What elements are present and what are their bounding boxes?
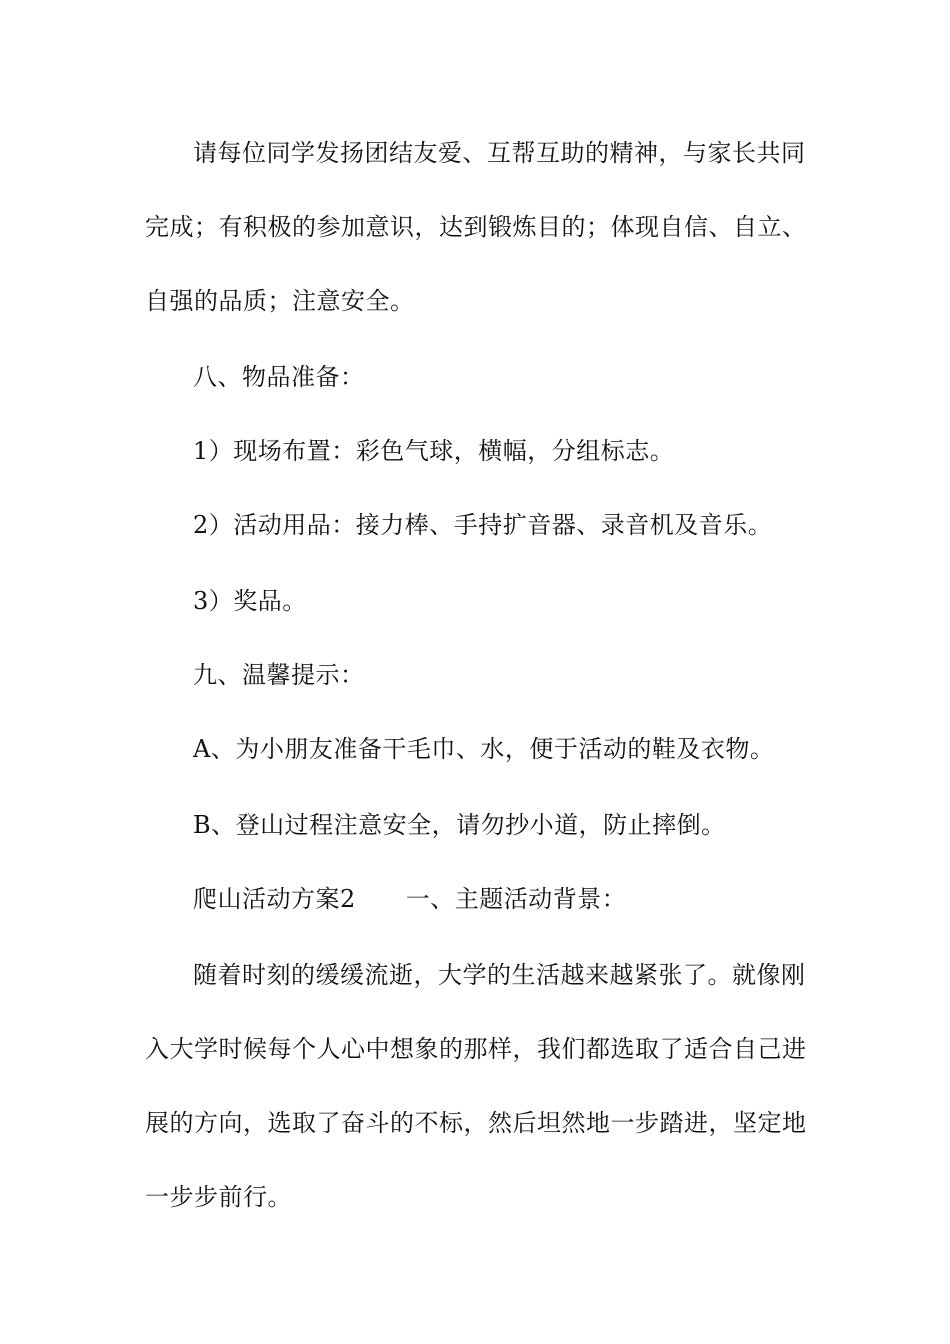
- paragraph-2-line-1: 随着时刻的缓缓流逝，大学的生活越来越紧张了。就像刚: [193, 961, 806, 989]
- list-item-1: 1）现场布置：彩色气球，横幅，分组标志。: [193, 437, 675, 465]
- plan-2-title: 爬山活动方案2: [193, 885, 356, 913]
- plan-2-heading-line: [193, 884, 863, 914]
- list-item-3: 3）奖品。: [193, 587, 307, 615]
- paragraph-1-line-2: 完成；有积极的参加意识，达到锻炼目的；体现自信、自立、: [145, 213, 807, 241]
- paragraph-1-line-1: 请每位同学发扬团结友爱、互帮互助的精神，与家长共同: [193, 139, 806, 167]
- paragraph-2-line-2: 入大学时候每个人心中想象的那样，我们都选取了适合自己进: [145, 1035, 807, 1063]
- section-8-heading: 八、物品准备：: [193, 363, 365, 391]
- paragraph-2-line-4: 一步步前行。: [145, 1183, 292, 1211]
- tip-b: B、登山过程注意安全，请勿抄小道，防止摔倒。: [193, 811, 726, 839]
- list-item-2: 2）活动用品：接力棒、手持扩音器、录音机及音乐。: [193, 511, 773, 539]
- tip-a: A、为小朋友准备干毛巾、水，便于活动的鞋及衣物。: [193, 735, 775, 763]
- section-9-heading: 九、温馨提示：: [193, 661, 365, 689]
- plan-2-section-1-heading: 一、主题活动背景：: [405, 885, 627, 913]
- paragraph-1-line-3: 自强的品质；注意安全。: [145, 287, 415, 315]
- paragraph-2-line-3: 展的方向，选取了奋斗的不标，然后坦然地一步踏进，坚定地: [145, 1109, 807, 1137]
